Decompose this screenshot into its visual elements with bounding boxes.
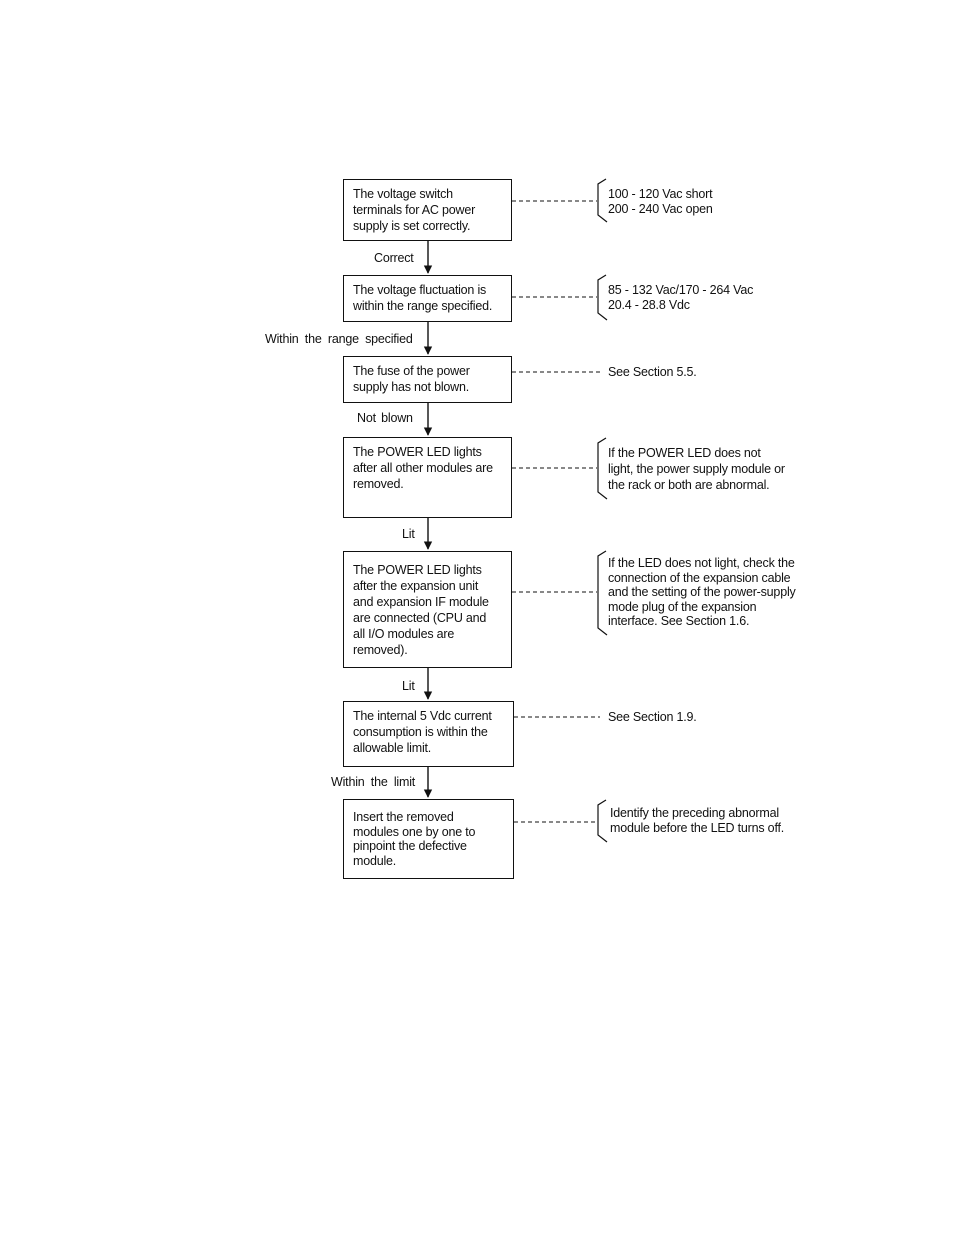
note-bracket-1 — [598, 179, 607, 222]
step-text: The POWER LED lights after all other modules are removed. — [353, 445, 493, 491]
step-voltage-switch — [343, 179, 512, 241]
note-see-section-5-5: See Section 5.5. — [608, 365, 697, 379]
note-bracket-7 — [598, 800, 607, 842]
edge-label-within-limit: Within the limit — [331, 775, 416, 789]
edge-label-not-blown: Not blown — [357, 411, 413, 425]
edge-label-within-range: Within the range specified — [265, 332, 413, 346]
step-fuse — [343, 356, 512, 403]
edge-label-correct: Correct — [374, 251, 414, 265]
note-voltage-range: 85 - 132 Vac/170 - 264 Vac 20.4 - 28.8 Vdc — [608, 283, 754, 312]
step-insert-modules — [343, 799, 514, 879]
edge-label-lit-1: Lit — [402, 527, 415, 541]
note-expansion-check: If the LED does not light, check the connection of the expansion cable and the setting of the power-supply mode plug of the expansion interface. See Section 1.6. — [608, 556, 796, 628]
step-text: The POWER LED lights after the expansion unit and expansion IF module are connected (CPU and all I/O modules are removed). — [353, 563, 489, 657]
edge-label-lit-2: Lit — [402, 679, 415, 693]
note-power-led-abnormal: If the POWER LED does not light, the power supply module or the rack or both are abnormal. — [608, 446, 785, 492]
step-power-led-modules-removed — [343, 437, 512, 518]
note-voltage-settings: 100 - 120 Vac short 200 - 240 Vac open — [608, 187, 713, 216]
step-power-led-expansion — [343, 551, 512, 668]
step-text: Insert the removed modules one by one to pinpoint the defective module. — [353, 810, 476, 868]
step-text: The fuse of the power supply has not blown. — [353, 364, 470, 394]
note-identify-abnormal: Identify the preceding abnormal module before the LED turns off. — [610, 806, 785, 835]
note-see-section-1-9: See Section 1.9. — [608, 710, 697, 724]
step-text: The voltage fluctuation is within the range specified. — [353, 283, 493, 313]
step-text: The voltage switch terminals for AC power supply is set correctly. — [353, 187, 476, 233]
note-bracket-4 — [598, 438, 607, 499]
note-bracket-5 — [598, 551, 607, 635]
note-bracket-2 — [598, 275, 607, 320]
step-5vdc-consumption — [343, 701, 514, 767]
step-text: The internal 5 Vdc current consumption is within the allowable limit. — [353, 709, 492, 755]
step-voltage-fluctuation — [343, 275, 512, 322]
